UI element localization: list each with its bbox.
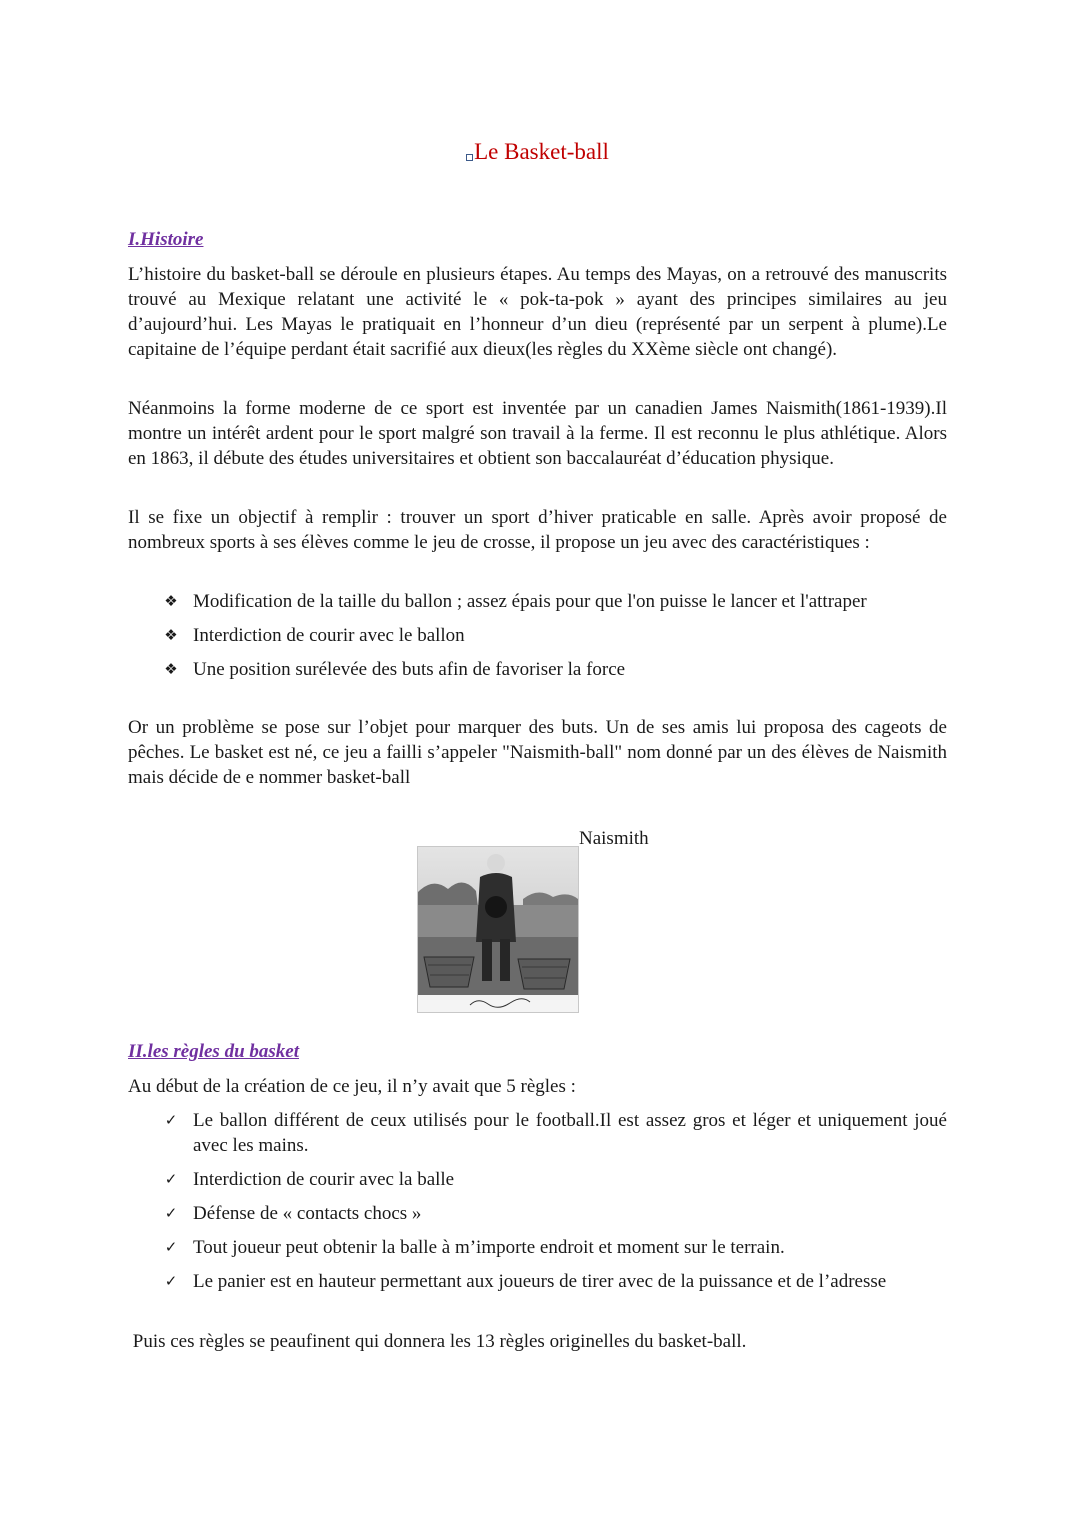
- title-text: Le Basket-ball: [474, 139, 609, 164]
- paragraph-history-2: Néanmoins la forme moderne de ce sport est inventée par un canadien James Naismith(1861-1939).Il montre un intérêt ardent pour le sport malgré son travail à la ferme. Il est reconnu le plus athlétique. Alors en 1863, il débute des études universitaires et obtient son baccalauréat d’éducation physique.: [128, 398, 947, 469]
- list-item-text: Le ballon différent de ceux utilisés pour le football.Il est assez gros et léger et uniquement joué avec les mains.: [193, 1110, 947, 1156]
- list-item: [128, 589, 947, 614]
- paragraph-history-closing: Or un problème se pose sur l’objet pour marquer des buts. Un de ses amis lui proposa des cageots de pêches. Le basket est né, ce jeu a failli s’appeler "Naismith-ball" nom donné par un des élèves de Naismith mais décide de e nommer basket-ball: [128, 717, 947, 788]
- list-item-text: Interdiction de courir avec la balle: [193, 1169, 455, 1190]
- checkmark-icon: ✓: [164, 1111, 178, 1129]
- list-item-text: Modification de la taille du ballon ; assez épais pour que l'on puisse le lancer et l'attraper: [193, 591, 867, 612]
- paragraph-rules-closing: Puis ces règles se peaufinent qui donnera les 13 règles originelles du basket-ball.: [128, 1331, 747, 1352]
- characteristics-list: [128, 589, 947, 691]
- list-item-text: Une position surélevée des buts afin de favoriser la force: [193, 659, 626, 680]
- list-item: [128, 623, 947, 648]
- diamond-bullet-icon: ❖: [164, 626, 178, 644]
- naismith-photo: [417, 846, 579, 1013]
- paragraph-history-1: L’histoire du basket-ball se déroule en plusieurs étapes. Au temps des Mayas, on a retrouvé des manuscrits trouvé au Mexique relatant une activité le « pok-ta-pok » ayant des principes similaires au jeu d’aujourd’hui. Les Mayas le pratiquait en l’honneur d’un dieu (représenté par un serpent à plume).Le capitaine de l’équipe perdant était sacrifié aux dieux(les règles du XXème siècle ont changé).: [128, 264, 947, 360]
- list-item: [128, 657, 947, 682]
- list-item: [128, 1108, 947, 1158]
- paragraph-rules-intro: Au début de la création de ce jeu, il n’y avait que 5 règles :: [128, 1076, 576, 1097]
- diamond-bullet-icon: ❖: [164, 660, 178, 678]
- list-item-text: Défense de « contacts chocs »: [193, 1203, 422, 1224]
- list-item: [128, 1167, 947, 1192]
- rules-list: [128, 1108, 947, 1303]
- checkmark-icon: ✓: [164, 1238, 178, 1256]
- list-item: [128, 1235, 947, 1260]
- paragraph-history-3: Il se fixe un objectif à remplir : trouver un sport d’hiver praticable en salle. Après avoir proposé de nombreux sports à ses élèves comme le jeu de crosse, il propose un jeu avec des caractéristiques :: [128, 507, 947, 553]
- section-heading-histoire: I.Histoire: [128, 229, 204, 250]
- list-item: [128, 1201, 947, 1226]
- checkmark-icon: ✓: [164, 1170, 178, 1188]
- list-item: [128, 1269, 947, 1294]
- diamond-bullet-icon: ❖: [164, 592, 178, 610]
- checkmark-icon: ✓: [164, 1272, 178, 1290]
- list-item-text: Tout joueur peut obtenir la balle à m’importe endroit et moment sur le terrain.: [193, 1237, 785, 1258]
- document-title: [128, 136, 947, 168]
- anchor-marker-icon: [466, 154, 473, 161]
- checkmark-icon: ✓: [164, 1204, 178, 1222]
- naismith-photo-illustration: [418, 847, 578, 1012]
- list-item-text: Le panier est en hauteur permettant aux joueurs de tirer avec de la puissance et de l’adresse: [193, 1271, 887, 1292]
- section-heading-regles: II.les règles du basket: [128, 1041, 299, 1062]
- list-item-text: Interdiction de courir avec le ballon: [193, 625, 465, 646]
- figure-caption: Naismith: [579, 828, 649, 849]
